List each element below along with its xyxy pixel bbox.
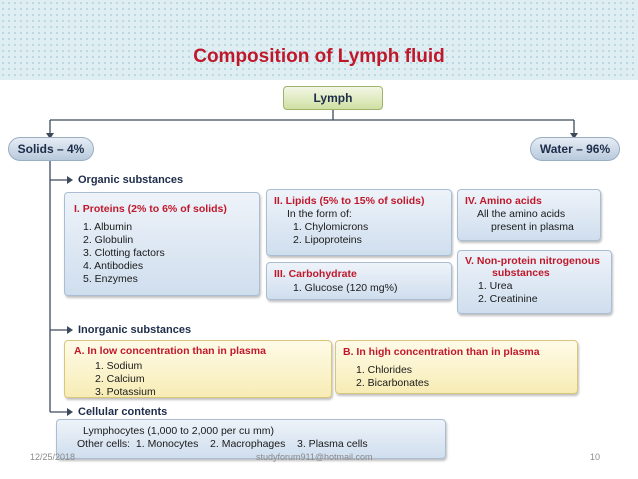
lipids-intro: In the form of:	[287, 208, 352, 220]
footer-date: 12/25/2018	[30, 452, 76, 462]
lipids-item: 2. Lipoproteins	[293, 234, 362, 246]
lipids-item: 1. Chylomicrons	[293, 221, 369, 233]
amino-acids-box	[457, 189, 601, 241]
lymph-node: Lymph	[283, 86, 383, 110]
inorganic-heading: Inorganic substances	[78, 324, 192, 336]
npn-item: 1. Urea	[478, 280, 513, 292]
proteins-item: 2. Globulin	[83, 234, 134, 246]
solids-node: Solids – 4%	[8, 137, 94, 161]
footer-email: studyforum911@hotmail.com	[256, 452, 373, 462]
slide-title: Composition of Lymph fluid	[193, 46, 445, 67]
high-concentration-item: 1. Chlorides	[356, 364, 413, 376]
lipids-box	[266, 189, 452, 256]
cellular-heading: Cellular contents	[78, 406, 168, 418]
footer-page-number: 10	[590, 452, 601, 462]
carbohydrate-box	[266, 262, 452, 300]
cellular-line: Lymphocytes (1,000 to 2,000 per cu mm)	[83, 425, 275, 437]
npn-title: substances	[492, 267, 550, 279]
amino-acids-title: IV. Amino acids	[465, 195, 542, 207]
npn-title: V. Non-protein nitrogenous	[465, 255, 600, 267]
proteins-item: 3. Clotting factors	[83, 247, 165, 259]
low-concentration-item: 1. Sodium	[95, 360, 143, 372]
high-concentration-item: 2. Bicarbonates	[356, 377, 429, 389]
water-node: Water – 96%	[530, 137, 620, 161]
npn-box	[457, 250, 612, 314]
low-concentration-box	[64, 340, 332, 398]
low-concentration-item: 2. Calcium	[95, 373, 145, 385]
proteins-title: I. Proteins (2% to 6% of solids)	[74, 203, 227, 215]
low-concentration-title: A. In low concentration than in plasma	[74, 345, 266, 357]
npn-item: 2. Creatinine	[478, 293, 538, 305]
organic-heading: Organic substances	[78, 174, 184, 186]
amino-acids-line: present in plasma	[491, 221, 574, 233]
amino-acids-line: All the amino acids	[477, 208, 566, 220]
lipids-title: II. Lipids (5% to 15% of solids)	[274, 195, 425, 207]
proteins-box	[64, 192, 260, 296]
proteins-item: 4. Antibodies	[83, 260, 144, 272]
cellular-line: Other cells: 1. Monocytes 2. Macrophages 3. Plasma cells	[77, 438, 368, 450]
carbohydrate-title: III. Carbohydrate	[274, 268, 357, 280]
proteins-item: 1. Albumin	[83, 221, 133, 233]
high-concentration-box	[335, 340, 578, 394]
proteins-item: 5. Enzymes	[83, 273, 138, 285]
cellular-box	[56, 419, 446, 459]
carbohydrate-item: 1. Glucose (120 mg%)	[293, 282, 398, 294]
low-concentration-item: 3. Potassium	[95, 386, 156, 398]
high-concentration-title: B. In high concentration than in plasma	[343, 346, 540, 358]
